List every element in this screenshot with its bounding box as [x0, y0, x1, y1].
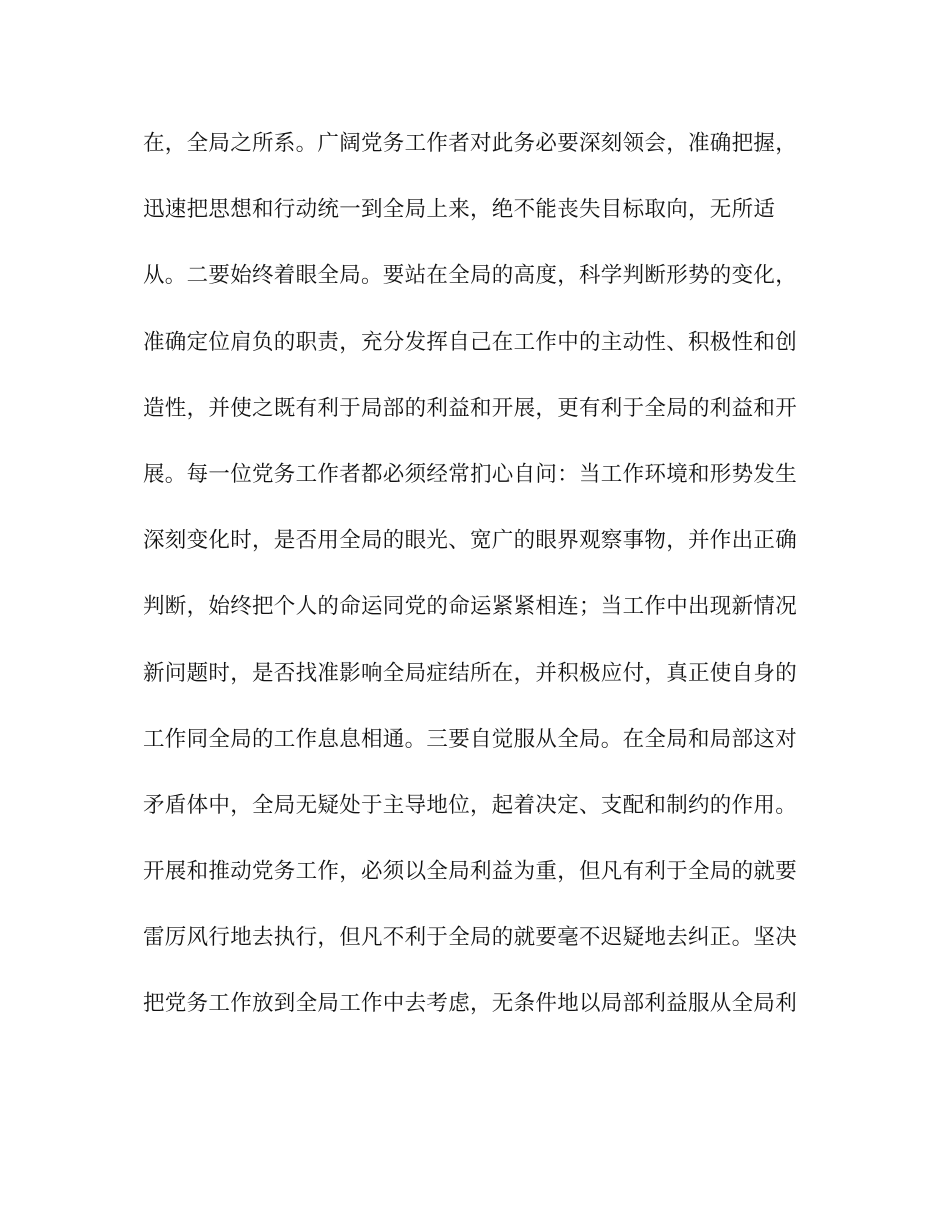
text-line: 从。二要始终着眼全局。要站在全局的高度，科学判断形势的变化，	[143, 263, 798, 289]
document-body-text	[143, 124, 813, 1051]
text-line: 把党务工作放到全局工作中去考虑，无条件地以局部利益服从全局利	[143, 991, 798, 1017]
text-line: 新问题时，是否找准影响全局症结所在，并积极应付，真正使自身的	[143, 660, 798, 686]
text-line: 准确定位肩负的职责，充分发挥自己在工作中的主动性、积极性和创	[143, 329, 798, 355]
text-line: 工作同全局的工作息息相通。三要自觉服从全局。在全局和局部这对	[143, 726, 798, 752]
text-line: 迅速把思想和行动统一到全局上来，绝不能丧失目标取向，无所适	[143, 197, 776, 223]
text-line: 开展和推动党务工作，必须以全局利益为重，但凡有利于全局的就要	[143, 859, 798, 885]
text-line: 雷厉风行地去执行，但凡不利于全局的就要毫不迟疑地去纠正。坚决	[143, 925, 798, 951]
text-line: 展。每一位党务工作者都必须经常扪心自问：当工作环境和形势发生	[143, 461, 798, 487]
text-line: 矛盾体中，全局无疑处于主导地位，起着决定、支配和制约的作用。	[143, 792, 798, 818]
text-line: 在，全局之所系。广阔党务工作者对此务必要深刻领会，准确把握，	[143, 131, 798, 156]
text-line: 深刻变化时，是否用全局的眼光、宽广的眼界观察事物，并作出正确	[143, 528, 798, 554]
text-line: 造性，并使之既有利于局部的利益和开展，更有利于全局的利益和开	[143, 395, 798, 421]
text-line: 判断，始终把个人的命运同党的命运紧紧相连；当工作中出现新情况	[143, 594, 798, 620]
